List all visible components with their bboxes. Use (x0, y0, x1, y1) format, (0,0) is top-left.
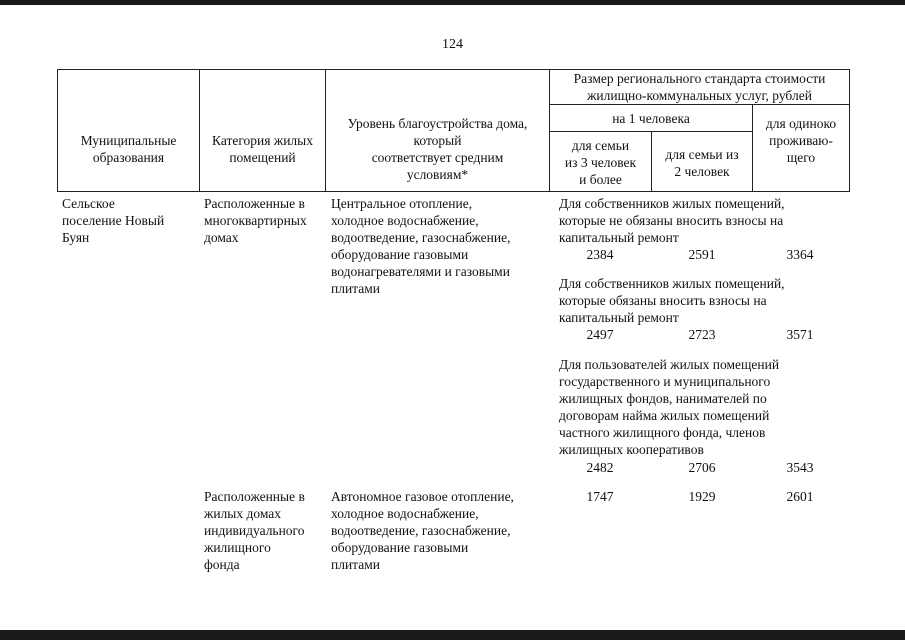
group-2-family3: 2497 (586, 327, 614, 342)
group-2-single: 3571 (786, 327, 814, 342)
header-size-title: Размер регионального стандарта стоимости жилищно-коммунальных услуг, рублей (573, 71, 826, 103)
group-2-family2: 2723 (688, 327, 716, 342)
bottom-border (0, 630, 905, 640)
cell-category-1: Расположенные в многоквартирных домах (204, 196, 307, 245)
group-3-family2: 2706 (688, 460, 716, 475)
header-family2: для семьи из 2 человек (665, 147, 739, 179)
row-2-family3: 1747 (586, 489, 614, 504)
group-1-family2: 2591 (688, 247, 716, 262)
header-municipality: Муниципальные образования (80, 133, 177, 165)
top-border (0, 0, 905, 5)
header-single: для одиноко проживаю- щего (765, 116, 837, 165)
group-3-family3: 2482 (586, 460, 614, 475)
header-level: Уровень благоустройства дома, который соответствует средним условиям* (347, 116, 528, 182)
group-1-label: Для собственников жилых помещений, которые не обязаны вносить взносы на капитальный ремонт (559, 196, 785, 245)
group-1-family3: 2384 (586, 247, 614, 262)
header-category: Категория жилых помещений (212, 133, 313, 165)
group-1-single: 3364 (786, 247, 814, 262)
cell-municipality: Сельское поселение Новый Буян (62, 196, 165, 245)
header-family3: для семьи из 3 человек и более (564, 138, 637, 187)
group-3-label: Для пользователей жилых помещений государственного и муниципального жилищных фондов, нанимателей по договорам найма жилых помещений частного жилищного фонда, членов жилищных кооперативов (559, 357, 780, 457)
cell-category-2: Расположенные в жилых домах индивидуального жилищного фонда (204, 489, 305, 572)
group-2-label: Для собственников жилых помещений, которые обязаны вносить взносы на капитальный ремонт (559, 276, 785, 325)
row-2-family2: 1929 (688, 489, 716, 504)
header-per-person: на 1 человека (612, 111, 690, 126)
cell-level-1: Центральное отопление, холодное водоснабжение, водоотведение, газоснабжение, оборудование газовыми водонагревателями и газовыми плитами (331, 196, 511, 296)
group-3-single: 3543 (786, 460, 814, 475)
cell-level-2: Автономное газовое отопление, холодное водоснабжение, водоотведение, газоснабжение, оборудование газовыми плитами (331, 489, 514, 572)
page-number: 124 (442, 37, 463, 52)
row-2-single: 2601 (786, 489, 814, 504)
